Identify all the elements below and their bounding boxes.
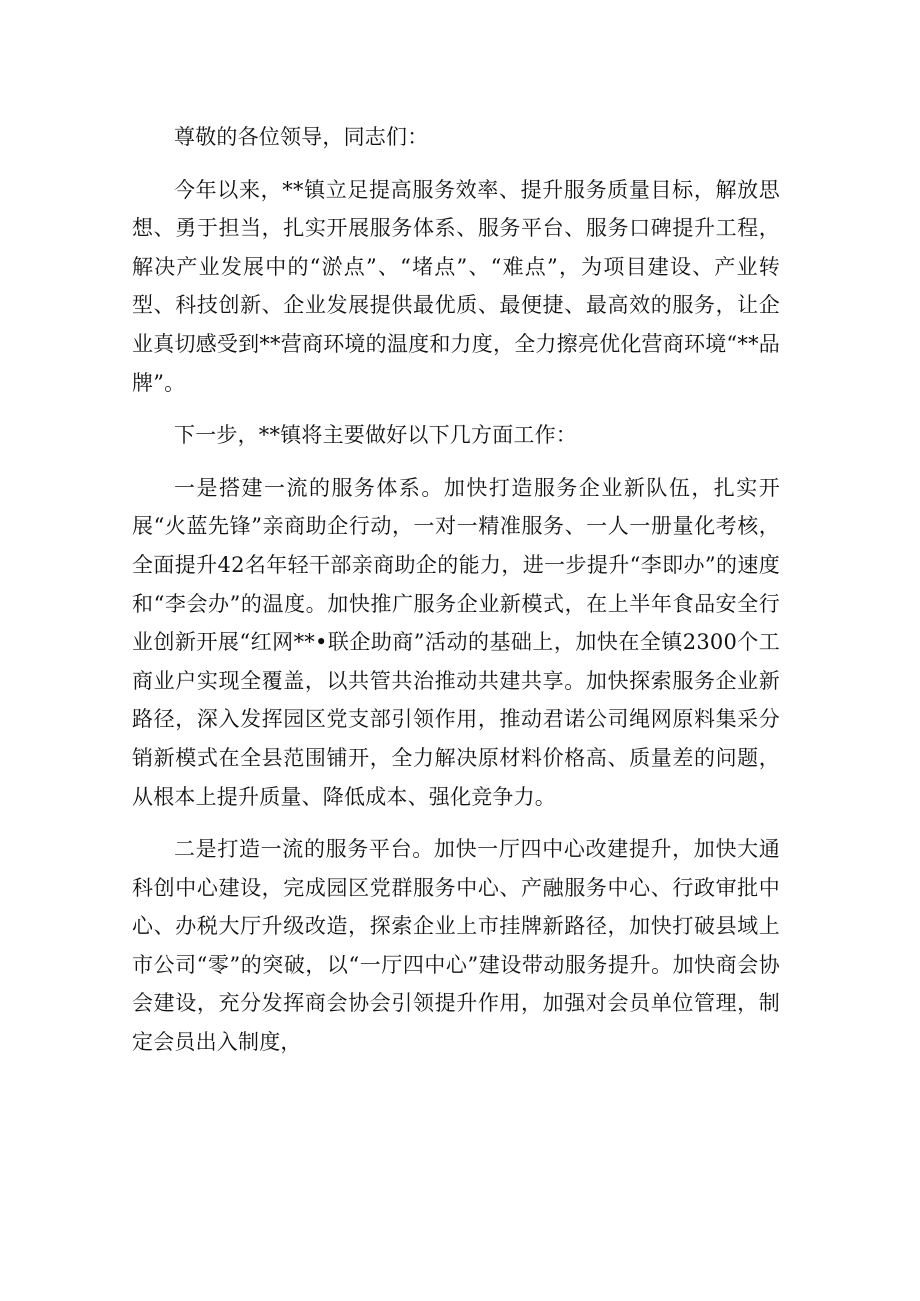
paragraph-next-steps: 下一步，**镇将主要做好以下几方面工作： [174,423,577,448]
paragraph-service-platform: 二是打造一流的服务平台。加快一厅四中心改建提升，加快大通科创中心建设，完成园区党群服务中心、产融服务中心、行政审批中心、办税大厅升级改造，探索企业上市挂牌新路径，加快打破县域上市公司“零”的突破，以“一厅四中心”建设带动服务提升。加快商会协会建设，充分发挥商会协会引领提升作用，加强对会员单位管理，制定会员出入制度， [132,837,780,1055]
paragraph-service-system: 一是搭建一流的服务体系。加快打造服务企业新队伍，扎实开展“火蓝先锋”亲商助企行动，一对一精准服务、一人一册量化考核，全面提升42名年轻干部亲商助企的能力，进一步提升“李即办”的速度和“李会办”的温度。加快推广服务企业新模式，在上半年食品安全行业创新开展“红网**•联企助商”活动的基础上，加快在全镇2300个工商业户实现全覆盖，以共管共治推动共建共享。加快探索服务企业新路径，深入发挥园区党支部引领作用，推动君诺公司绳网原料集采分销新模式在全县范围铺开，全力解决原材料价格高、质量差的问题，从根本上提升质量、降低成本、强化竞争力。 [132,475,780,809]
greeting: 尊敬的各位领导，同志们： [174,125,429,149]
document-body [132,118,780,1076]
paragraph-intro: 今年以来，**镇立足提高服务效率、提升服务质量目标，解放思想、勇于担当，扎实开展服务体系、服务平台、服务口碑提升工程，解决产业发展中的“淤点”、“堵点”、“难点”，为项目建设、产业转型、科技创新、企业发展提供最优质、最便捷、最高效的服务，让企业真切感受到**营商环境的温度和力度，全力擦亮优化营商环境“**品牌”。 [132,177,780,395]
